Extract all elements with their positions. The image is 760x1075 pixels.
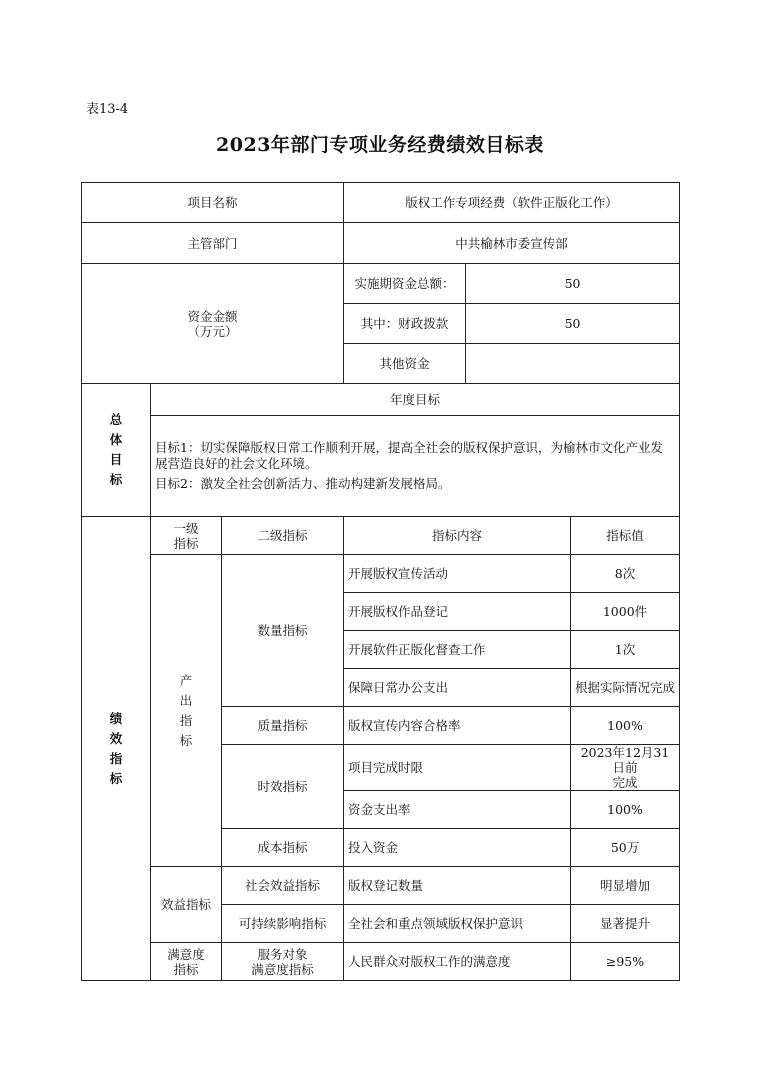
indicator-value: 明显增加: [571, 867, 680, 905]
social-benefit-indicator: 社会效益指标: [222, 867, 344, 905]
funds-other-label: 其他资金: [344, 344, 466, 384]
performance-indicator-label: 绩效指标: [82, 517, 151, 981]
project-name-label: 项目名称: [82, 183, 344, 223]
indicator-value: ≥95%: [571, 943, 680, 981]
quality-indicator: 质量指标: [222, 707, 344, 745]
indicator-content: 开展软件正版化督查工作: [344, 631, 571, 669]
output-indicator-label: 产出指标: [151, 555, 222, 867]
indicator-content: 保障日常办公支出: [344, 669, 571, 707]
funds-other-value: [466, 344, 680, 384]
service-satisfaction-indicator: 服务对象 满意度指标: [222, 943, 344, 981]
indicator-header-row: [82, 517, 680, 555]
funds-fiscal-label: 其中：财政拨款: [344, 304, 466, 344]
funds-total-row: [82, 264, 680, 304]
indicator-value: 50万: [571, 829, 680, 867]
indicator-value: 显著提升: [571, 905, 680, 943]
indicator-content: 项目完成时限: [344, 745, 571, 791]
funds-label: [82, 264, 344, 384]
indicator-content: 投入资金: [344, 829, 571, 867]
indicator-value: 1000件: [571, 593, 680, 631]
indicator-content: 资金支出率: [344, 791, 571, 829]
department-row: [82, 223, 680, 264]
satisfaction-indicator-label: 满意度 指标: [151, 943, 222, 981]
table-row: [82, 867, 680, 905]
funds-total-label: 实施期资金总额：: [344, 264, 466, 304]
goal-1: 目标1：切实保障版权日常工作顺利开展，提高全社会的版权保护意识，为榆林市文化产业发展营造良好的社会文化环境。: [155, 440, 663, 471]
sustainable-impact-indicator: 可持续影响指标: [222, 905, 344, 943]
project-name-value: 版权工作专项经费（软件正版化工作）: [344, 183, 680, 223]
page-title: 2023年部门专项业务经费绩效目标表: [216, 134, 544, 156]
goal-2: 目标2：激发全社会创新活力、推动构建新发展格局。: [155, 476, 451, 491]
funds-label-line1: 资金金额: [187, 308, 238, 324]
overall-goal-label: 总体目标: [82, 384, 151, 517]
header-content: 指标内容: [344, 517, 571, 555]
indicator-content: 版权登记数量: [344, 867, 571, 905]
annual-goal-header-row: [82, 384, 680, 416]
indicator-content: 版权宣传内容合格率: [344, 707, 571, 745]
indicator-content: 人民群众对版权工作的满意度: [344, 943, 571, 981]
header-level2: 二级指标: [222, 517, 344, 555]
benefit-indicator-label: 效益指标: [151, 867, 222, 943]
indicator-content: 全社会和重点领域版权保护意识: [344, 905, 571, 943]
indicator-content: 开展版权宣传活动: [344, 555, 571, 593]
department-label: 主管部门: [82, 223, 344, 264]
annual-goal-content: [151, 416, 680, 517]
annual-goal-content-row: [82, 416, 680, 517]
funds-label-line2: （万元）: [187, 323, 238, 339]
project-name-row: [82, 183, 680, 223]
department-value: 中共榆林市委宣传部: [344, 223, 680, 264]
funds-fiscal-value: 50: [466, 304, 680, 344]
header-level1: 一级 指标: [151, 517, 222, 555]
table-label: 表13-4: [86, 102, 129, 117]
cost-indicator: 成本指标: [222, 829, 344, 867]
funds-total-value: 50: [466, 264, 680, 304]
annual-goal-label: 年度目标: [151, 384, 680, 416]
table-row: [82, 943, 680, 981]
header-value: 指标值: [571, 517, 680, 555]
timeliness-indicator: 时效指标: [222, 745, 344, 829]
indicator-value: 1次: [571, 631, 680, 669]
indicator-content: 开展版权作品登记: [344, 593, 571, 631]
indicator-value: 100%: [571, 791, 680, 829]
table-row: [82, 555, 680, 593]
indicator-value: 100%: [571, 707, 680, 745]
indicator-value: 8次: [571, 555, 680, 593]
performance-target-table: [81, 182, 680, 981]
quantity-indicator: 数量指标: [222, 555, 344, 707]
indicator-value: 根据实际情况完成: [571, 669, 680, 707]
indicator-value: 2023年12月31日前 完成: [571, 745, 680, 791]
